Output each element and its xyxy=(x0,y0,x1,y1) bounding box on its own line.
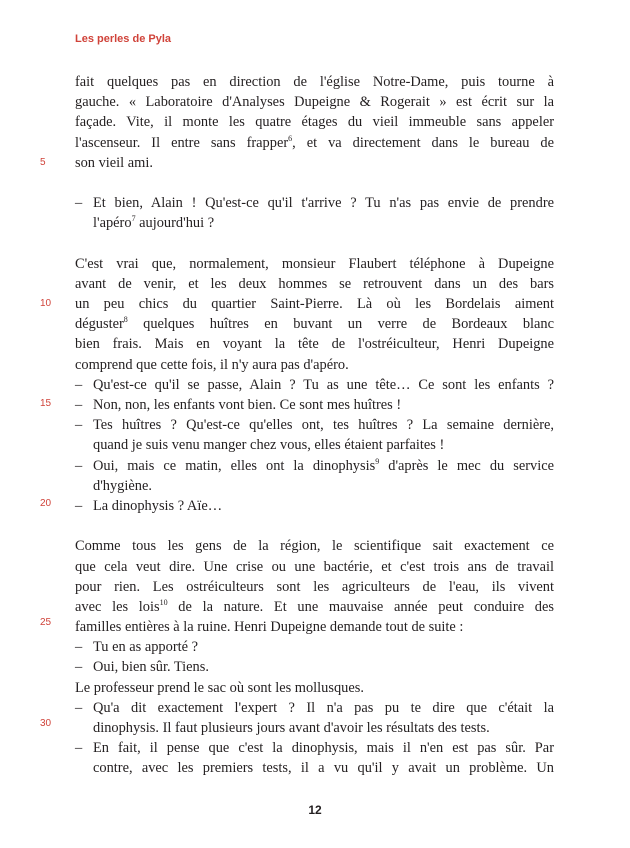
text-segment: de la nature. Et une mauvaise année peut conduire des xyxy=(167,598,554,615)
dialogue-line: – En fait, il pense que c'est la dinophysis, mais il n'en est pas sûr. Par xyxy=(75,738,554,758)
text-line: comprend que cette fois, il n'y aura pas d'apéro. xyxy=(75,356,349,373)
text-line: façade. Vite, il monte les quatre étages du vieil immeuble sans appeler xyxy=(75,114,554,131)
running-head: Les perles de Pyla xyxy=(75,33,171,45)
text-segment: , et va directement dans le bureau de xyxy=(292,134,555,151)
footnote-ref: 10 xyxy=(159,598,168,608)
text-segment: avec les lois xyxy=(75,598,160,615)
dialogue-line: – Tes huîtres ? Qu'est-ce qu'elles ont, tes huîtres ? La semaine dernière, xyxy=(75,415,554,435)
text-segment: d'après le mec du service xyxy=(379,457,554,474)
dialogue-continuation xyxy=(75,213,554,233)
line-number: 30 xyxy=(40,718,52,729)
dialogue-line: – Tu en as apporté ? xyxy=(75,637,554,657)
text-line: Le professeur prend le sac où sont les mollusques. xyxy=(75,679,364,696)
text-segment: déguster xyxy=(75,316,124,333)
text-line: fait quelques pas en direction de l'église Notre-Dame, puis tourne à xyxy=(75,74,554,90)
dialogue-line: – Non, non, les enfants vont bien. Ce sont mes huîtres ! xyxy=(75,395,554,415)
text-line: avant de venir, et les deux hommes se retrouvent dans un des bars xyxy=(75,275,554,292)
dialogue-continuation: d'hygiène. xyxy=(93,477,152,494)
line-number: 15 xyxy=(40,398,52,409)
dialogue-continuation: quand je suis venu manger chez vous, elles étaient parfaites ! xyxy=(93,437,445,454)
line-number: 20 xyxy=(40,498,52,509)
dialogue-line: – Et bien, Alain ! Qu'est-ce qu'il t'arrive ? Tu n'as pas envie de prendre xyxy=(75,193,554,213)
text-line: pour rien. Les ostréiculteurs sont les agriculteurs de l'eau, ils vivent xyxy=(75,578,554,595)
text-segment: aujourd'hui ? xyxy=(135,215,215,232)
footnote-ref: 9 xyxy=(375,456,380,466)
line-number: 10 xyxy=(40,298,52,309)
text-segment: quelques huîtres en buvant un verre de Bordeaux blanc xyxy=(127,316,554,333)
text-line: familles entières à la ruine. Henri Dupeigne demande tout de suite : xyxy=(75,619,464,636)
text-line xyxy=(75,597,554,617)
text-line xyxy=(75,133,554,153)
dialogue-line xyxy=(75,456,554,476)
text-line xyxy=(75,314,554,334)
text-line: bien frais. Mais en voyant la tête de l'ostréiculteur, Henri Dupeigne xyxy=(75,336,554,353)
dialogue-continuation: dinophysis. Il faut plusieurs jours avant d'avoir les résultats des tests. xyxy=(93,720,490,736)
dialogue-line: – Qu'a dit exactement l'expert ? Il n'a pas pu te dire que c'était la xyxy=(75,698,554,718)
body-text xyxy=(75,72,554,779)
text-line: Comme tous les gens de la région, le scientifique sait exactement ce xyxy=(75,538,554,555)
dialogue-line: – La dinophysis ? Aïe… xyxy=(75,496,554,516)
page-number: 12 xyxy=(308,803,322,817)
footnote-ref: 8 xyxy=(123,315,128,325)
text-line: son vieil ami. xyxy=(75,154,153,171)
text-line: gauche. « Laboratoire d'Analyses Dupeigne & Rogerait » est écrit sur la xyxy=(75,94,554,111)
footnote-ref: 6 xyxy=(288,133,293,143)
dialogue-continuation: contre, avec les premiers tests, il a vu qu'il y avait un problème. Un xyxy=(93,760,554,777)
text-line: C'est vrai que, normalement, monsieur Flaubert téléphone à Dupeigne xyxy=(75,255,554,272)
text-segment: Oui, mais ce matin, elles ont la dinophysis xyxy=(93,457,376,474)
text-segment: l'apéro xyxy=(93,215,132,232)
text-line: un peu chics du quartier Saint-Pierre. Là où les Bordelais aiment xyxy=(75,296,554,313)
line-number: 5 xyxy=(40,157,46,168)
line-number: 25 xyxy=(40,617,52,628)
footnote-ref: 7 xyxy=(131,214,136,224)
text-line: que cela veut dire. Une crise ou une bactérie, et c'est trois ans de travail xyxy=(75,558,554,575)
dialogue-line: – Qu'est-ce qu'il se passe, Alain ? Tu as une tête… Ce sont les enfants ? xyxy=(75,375,554,395)
text-segment: l'ascenseur. Il entre sans frapper xyxy=(75,134,289,151)
dialogue-line: – Oui, bien sûr. Tiens. xyxy=(75,657,554,677)
